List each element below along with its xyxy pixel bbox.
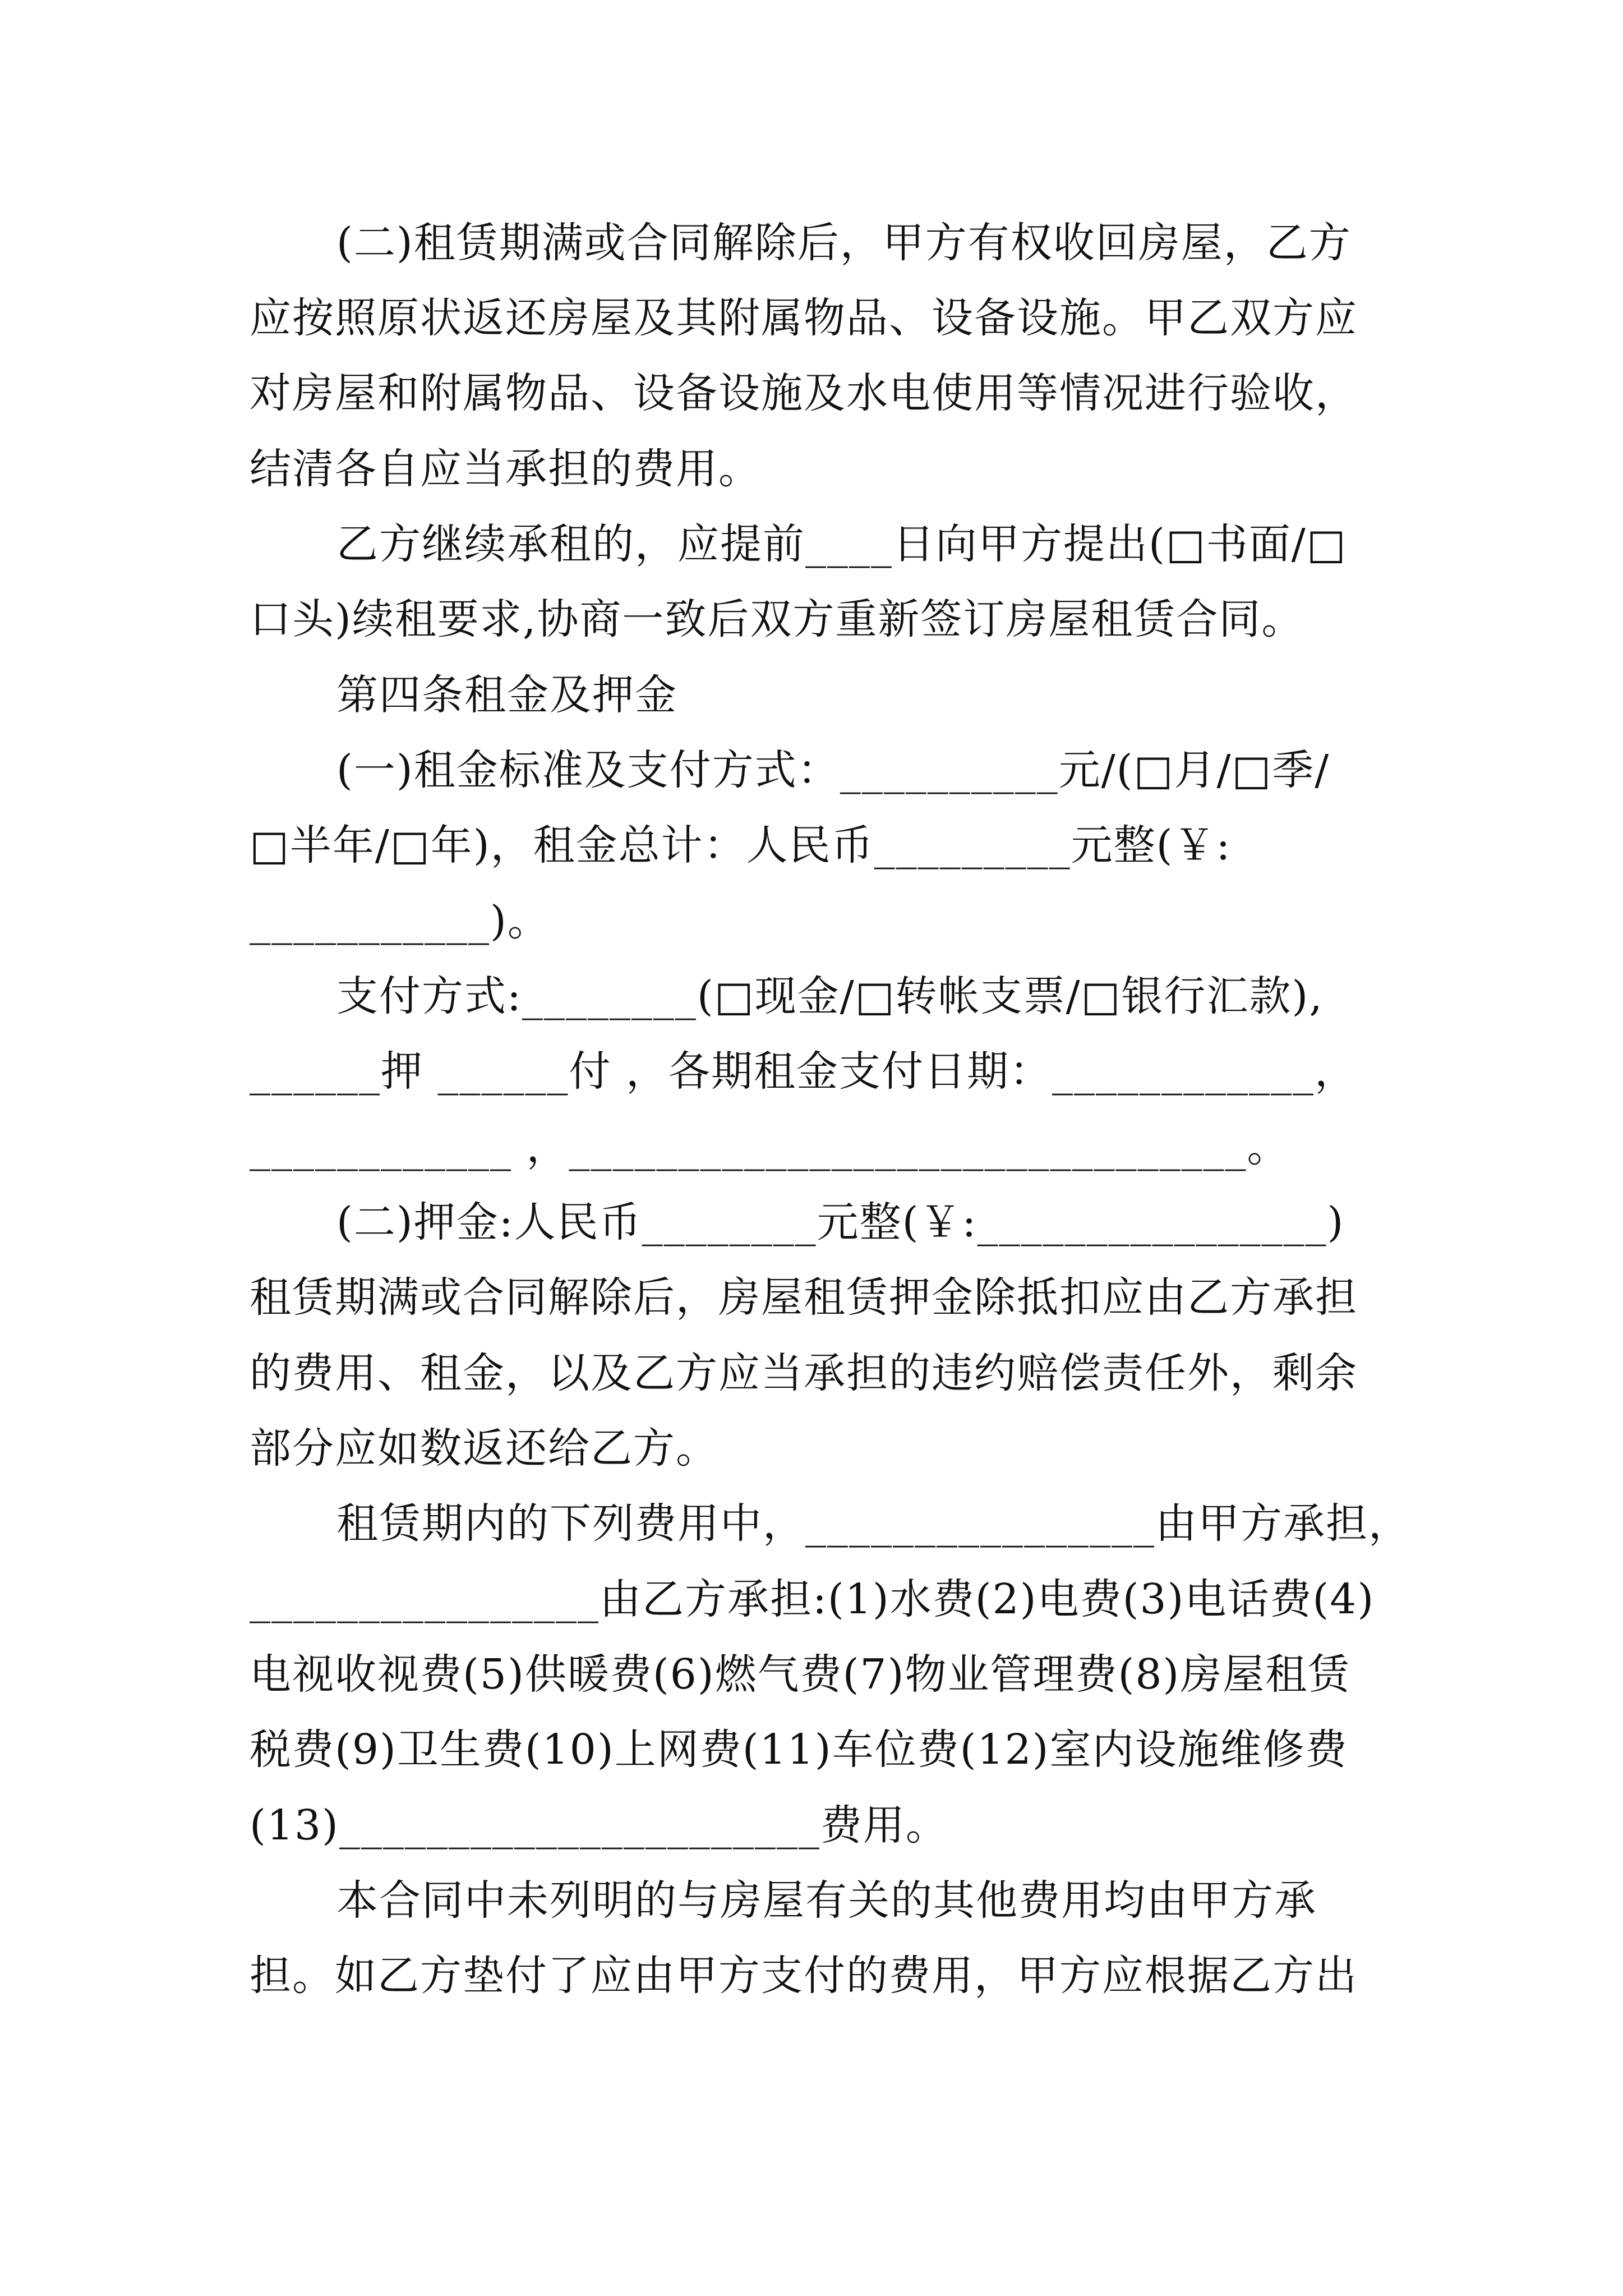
text-line: (二)押金:人民币________元整(￥:________________) xyxy=(336,1198,1345,1246)
text-line: 乙方继续承租的，应提前____日向甲方提出(□书面/□ xyxy=(336,520,1347,568)
text-line: ________________由乙方承担:(1)水费(2)电费(3)电话费(4) xyxy=(250,1575,1375,1623)
text-line: 电视收视费(5)供暖费(6)燃气费(7)物业管理费(8)房屋租赁 xyxy=(250,1650,1351,1699)
text-line: 支付方式:________(□现金/□转帐支票/□银行汇款), xyxy=(336,972,1324,1020)
text-line: □半年/□年)，租金总计：人民币_________元整(￥: xyxy=(250,821,1232,869)
text-line: ______押 ______付 ，各期租金支付日期：____________， xyxy=(250,1047,1358,1096)
section-heading: 第四条租金及押金 xyxy=(336,671,677,719)
text-line: 结清各自应当承担的费用。 xyxy=(250,445,761,493)
text-line: 担。如乙方垫付了应由甲方支付的费用，甲方应根据乙方出 xyxy=(250,1952,1358,2000)
text-line: 部分应如数返还给乙方。 xyxy=(250,1424,718,1473)
text-line: 应按照原状返还房屋及其附属物品、设备设施。甲乙双方应 xyxy=(250,294,1358,342)
text-line: ___________)。 xyxy=(250,897,550,945)
text-line: (13)______________________费用。 xyxy=(250,1801,948,1849)
text-line: 税费(9)卫生费(10)上网费(11)车位费(12)室内设施维修费 xyxy=(250,1726,1348,1774)
text-line: 的费用、租金，以及乙方应当承担的违约赔偿责任外，剩余 xyxy=(250,1349,1358,1397)
text-line: (一)租金标准及支付方式：__________元/(□月/□季/ xyxy=(336,746,1330,794)
text-line: ____________ ，_______________________________。 xyxy=(250,1123,1290,1171)
text-line: 本合同中未列明的与房屋有关的其他费用均由甲方承 xyxy=(336,1876,1317,1925)
text-line: 对房屋和附属物品、设备设施及水电使用等情况进行验收， xyxy=(250,369,1358,417)
text-line: 租赁期内的下列费用中，________________由甲方承担， xyxy=(336,1499,1411,1548)
text-line: (二)租赁期满或合同解除后，甲方有权收回房屋，乙方 xyxy=(336,219,1352,267)
text-line: 租赁期满或合同解除后，房屋租赁押金除抵扣应由乙方承担 xyxy=(250,1273,1358,1322)
text-line: 口头)续租要求,协商一致后双方重新签订房屋租赁合同。 xyxy=(250,595,1304,643)
